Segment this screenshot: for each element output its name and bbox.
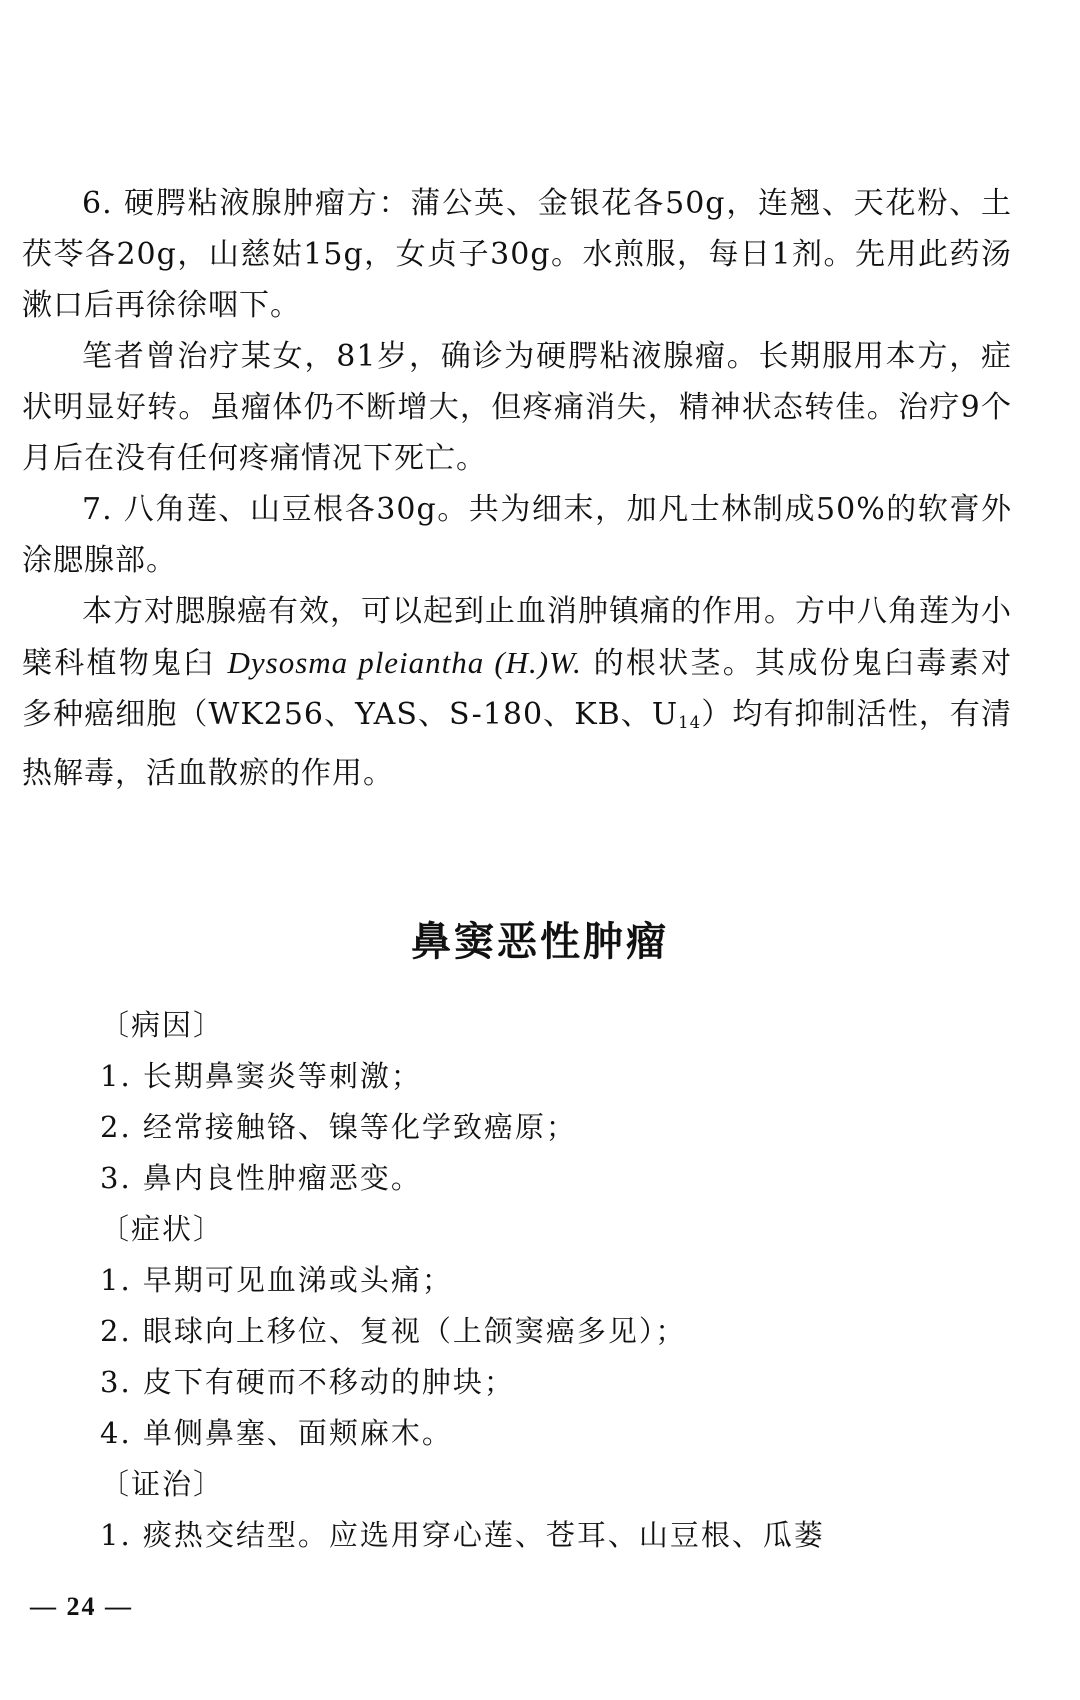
list-item: 1. 长期鼻窦炎等刺激； — [100, 1059, 422, 1093]
list-item: 3. 皮下有硬而不移动的肿块； — [100, 1365, 515, 1399]
cell-line-subscript: 14 — [678, 713, 702, 733]
latin-species-name: Dysosma pleiantha (H.)W. — [227, 645, 582, 680]
explanation-text-after: ）均有抑制活性，有清热解毒，活血散瘀的作用。 — [22, 697, 1012, 792]
list-item: 4. 单侧鼻塞、面颊麻木。 — [100, 1416, 453, 1450]
body-text — [22, 178, 1012, 799]
symptom-heading: 〔症状〕 — [100, 1212, 225, 1246]
list-item: 2. 经常接触铬、镍等化学致癌原； — [100, 1110, 577, 1144]
explanation-text-before: 本方对腮腺癌有效，可以起到止血消肿镇痛的作用。方中八角莲为小檗科植物鬼臼 — [22, 594, 1012, 681]
treatment-heading: 〔证治〕 — [100, 1467, 225, 1501]
list-item: 2. 眼球向上移位、复视（上颌窦癌多见）； — [100, 1314, 687, 1348]
section-body — [100, 1000, 1020, 1561]
list-item: 1. 痰热交结型。应选用穿心莲、苍耳、山豆根、瓜蒌 — [100, 1518, 825, 1552]
list-item: 3. 鼻内良性肿瘤恶变。 — [100, 1161, 422, 1195]
cause-heading: 〔病因〕 — [100, 1008, 225, 1042]
paragraph-case-report: 笔者曾治疗某女，81岁，确诊为硬腭粘液腺瘤。长期服用本方，症状明显好转。虽瘤体仍不断增大，但疼痛消失，精神状态转佳。治疗9个月后在没有任何疼痛情况下死亡。 — [22, 339, 1012, 476]
explanation-text-middle: 的根状茎。其成份鬼臼毒素对多种癌细胞（WK256、YAS、S-180、KB、U — [22, 646, 1012, 732]
paragraph-recipe-6: 6. 硬腭粘液腺肿瘤方：蒲公英、金银花各50g，连翘、天花粉、土茯苓各20g，山慈姑15g，女贞子30g。水煎服，每日1剂。先用此药汤漱口后再徐徐咽下。 — [22, 186, 1012, 323]
paragraph-explanation — [22, 586, 1012, 799]
list-item: 1. 早期可见血涕或头痛； — [100, 1263, 453, 1297]
page-number: — 24 — — [30, 1592, 133, 1621]
section-title: 鼻窦恶性肿瘤 — [411, 919, 669, 965]
paragraph-recipe-7: 7. 八角莲、山豆根各30g。共为细末，加凡士林制成50%的软膏外涂腮腺部。 — [22, 492, 1012, 578]
